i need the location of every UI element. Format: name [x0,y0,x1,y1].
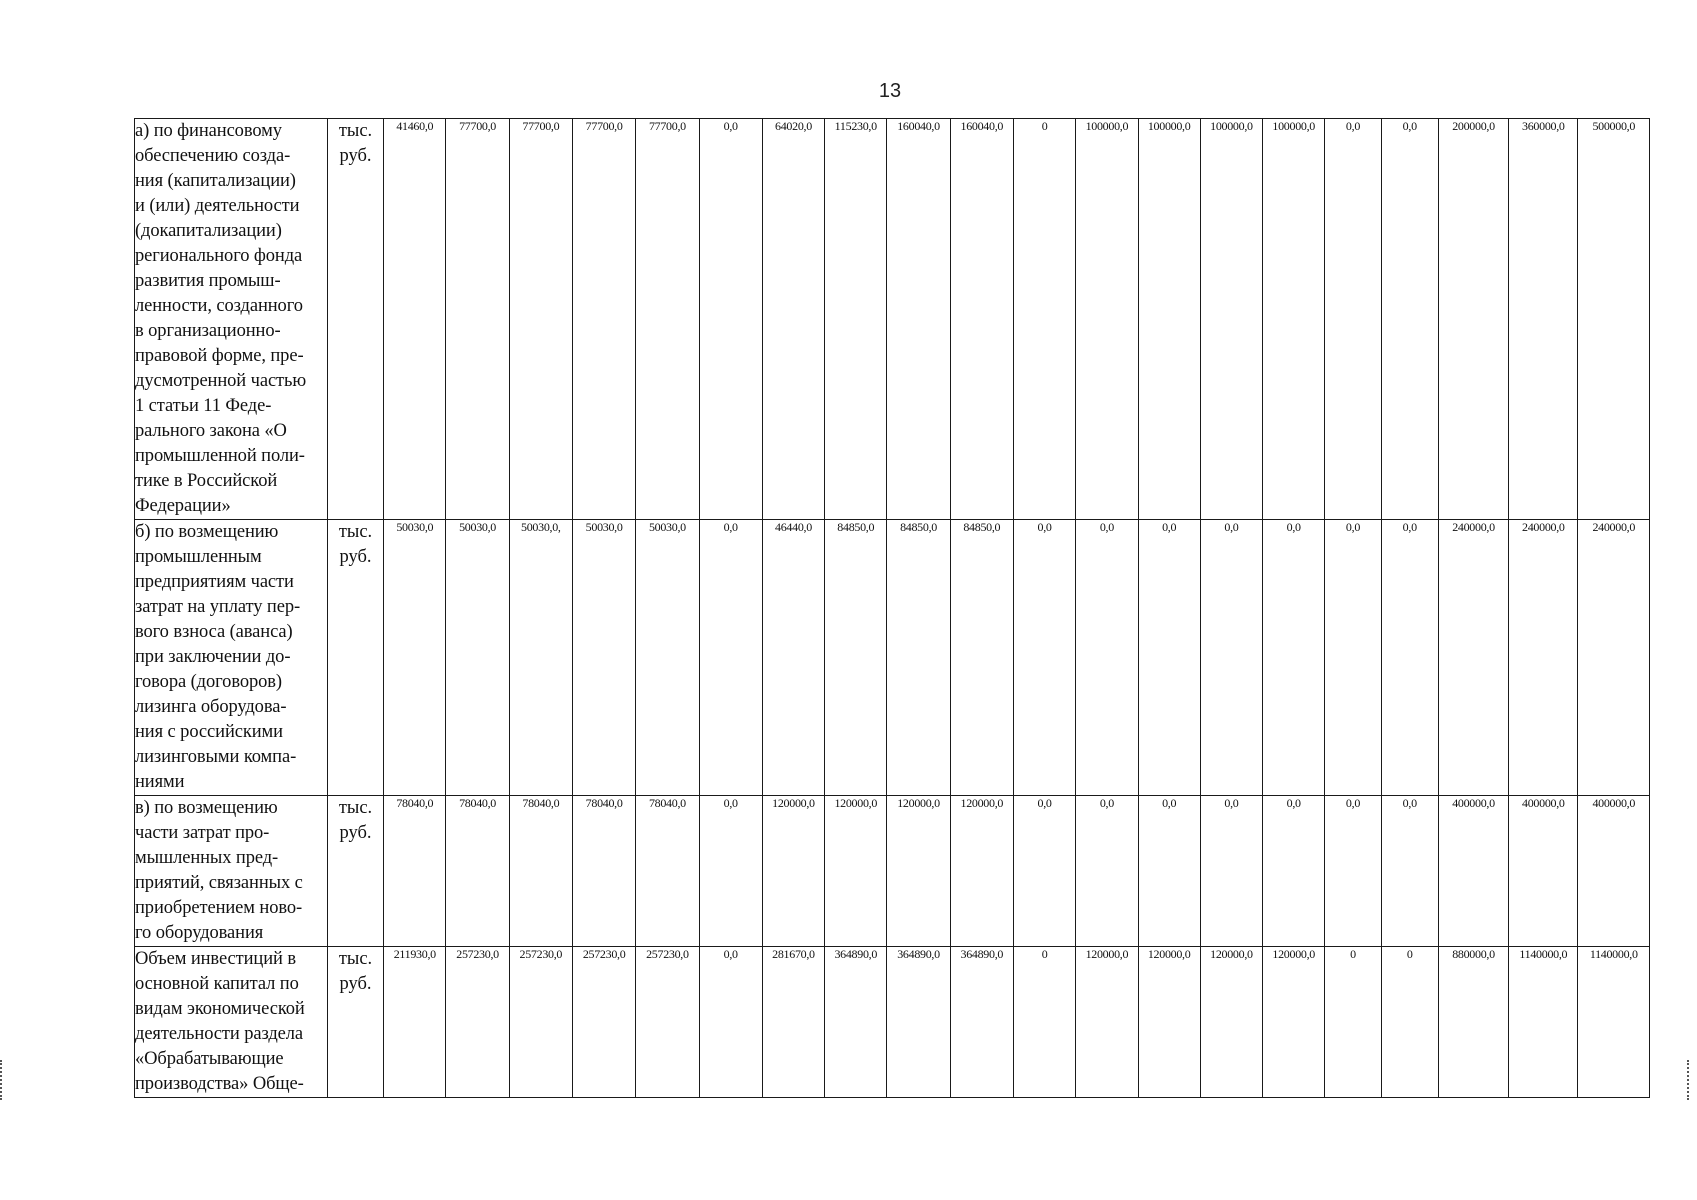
value-cell: 0,0 [1013,520,1075,796]
value-cell: 0,0 [699,947,762,1098]
value-cell: 77700,0 [509,119,572,520]
value-cell: 1140000,0 [1509,947,1578,1098]
value-cell: 64020,0 [762,119,824,520]
value-cell: 0 [1381,947,1438,1098]
row-unit: тыс. руб. [327,119,383,520]
row-description: б) по возмещению промышленным предприятиям части затрат на уплату пер- вого взноса (аванса) при заключении до- говора (договоров) лизинга оборудова- ния с российскими лизинговыми компа- ниями [135,520,328,796]
value-cell: 0,0 [1381,520,1438,796]
value-cell: 0,0 [1138,796,1200,947]
value-cell: 0,0 [1076,520,1138,796]
value-cell: 160040,0 [887,119,950,520]
value-cell: 115230,0 [825,119,887,520]
value-cell: 0,0 [699,520,762,796]
value-cell: 0,0 [1325,119,1381,520]
value-cell: 1140000,0 [1578,947,1650,1098]
value-cell: 0,0 [1013,796,1075,947]
row-unit: тыс. руб. [327,796,383,947]
value-cell: 100000,0 [1263,119,1325,520]
value-cell: 400000,0 [1578,796,1650,947]
value-cell: 0 [1013,119,1075,520]
value-cell: 78040,0 [572,796,635,947]
value-cell: 0,0 [1381,119,1438,520]
value-cell: 0,0 [1325,520,1381,796]
row-unit: тыс. руб. [327,947,383,1098]
value-cell: 120000,0 [1263,947,1325,1098]
table-row [135,947,1650,1098]
scan-edge-marks [1687,1060,1691,1100]
value-cell: 257230,0 [636,947,699,1098]
value-cell: 240000,0 [1438,520,1508,796]
value-cell: 0,0 [1263,520,1325,796]
value-cell: 281670,0 [762,947,824,1098]
value-cell: 0,0 [1138,520,1200,796]
value-cell: 84850,0 [825,520,887,796]
value-cell: 50030,0 [572,520,635,796]
value-cell: 120000,0 [1076,947,1138,1098]
value-cell: 41460,0 [384,119,446,520]
value-cell: 100000,0 [1138,119,1200,520]
row-description: Объем инвестиций в основной капитал по видам экономической деятельности раздела «Обрабатывающие производства» Обще- [135,947,328,1098]
scan-edge-marks-left [0,1060,4,1100]
value-cell: 120000,0 [950,796,1013,947]
value-cell: 46440,0 [762,520,824,796]
value-cell: 50030,0, [509,520,572,796]
value-cell: 364890,0 [950,947,1013,1098]
value-cell: 78040,0 [636,796,699,947]
value-cell: 257230,0 [446,947,509,1098]
value-cell: 257230,0 [509,947,572,1098]
value-cell: 0,0 [1200,520,1262,796]
value-cell: 120000,0 [887,796,950,947]
row-unit: тыс. руб. [327,520,383,796]
value-cell: 50030,0 [636,520,699,796]
value-cell: 880000,0 [1438,947,1508,1098]
value-cell: 0 [1325,947,1381,1098]
row-description: в) по возмещению части затрат про- мышленных пред- приятий, связанных с приобретением ново- го оборудования [135,796,328,947]
value-cell: 84850,0 [887,520,950,796]
value-cell: 360000,0 [1509,119,1578,520]
value-cell: 78040,0 [509,796,572,947]
page-number: 13 [878,80,902,102]
table-row [135,520,1650,796]
value-cell: 364890,0 [887,947,950,1098]
row-description: а) по финансовому обеспечению созда- ния (капитализации) и (или) деятельности (докапитализации) регионального фонда развития промыш- ленности, созданного в организационно- правовой форме, пре- дусмотренной частью 1 статьи 11 Феде- рального закона «О промышленной поли- тике в Российской Федерации» [135,119,328,520]
value-cell: 0,0 [699,119,762,520]
table-row [135,796,1650,947]
value-cell: 400000,0 [1509,796,1578,947]
value-cell: 77700,0 [572,119,635,520]
value-cell: 0,0 [1263,796,1325,947]
value-cell: 100000,0 [1076,119,1138,520]
value-cell: 160040,0 [950,119,1013,520]
value-cell: 500000,0 [1578,119,1650,520]
value-cell: 0,0 [699,796,762,947]
value-cell: 240000,0 [1578,520,1650,796]
value-cell: 120000,0 [825,796,887,947]
indicator-table [134,118,1650,1098]
value-cell: 364890,0 [825,947,887,1098]
value-cell: 257230,0 [572,947,635,1098]
value-cell: 400000,0 [1438,796,1508,947]
value-cell: 120000,0 [762,796,824,947]
value-cell: 240000,0 [1509,520,1578,796]
value-cell: 0 [1013,947,1075,1098]
value-cell: 78040,0 [446,796,509,947]
value-cell: 78040,0 [384,796,446,947]
value-cell: 77700,0 [446,119,509,520]
value-cell: 50030,0 [446,520,509,796]
value-cell: 211930,0 [384,947,446,1098]
value-cell: 0,0 [1381,796,1438,947]
value-cell: 0,0 [1325,796,1381,947]
value-cell: 200000,0 [1438,119,1508,520]
value-cell: 0,0 [1200,796,1262,947]
value-cell: 77700,0 [636,119,699,520]
value-cell: 84850,0 [950,520,1013,796]
table-row [135,119,1650,520]
value-cell: 100000,0 [1200,119,1262,520]
value-cell: 0,0 [1076,796,1138,947]
value-cell: 120000,0 [1138,947,1200,1098]
value-cell: 50030,0 [384,520,446,796]
value-cell: 120000,0 [1200,947,1262,1098]
